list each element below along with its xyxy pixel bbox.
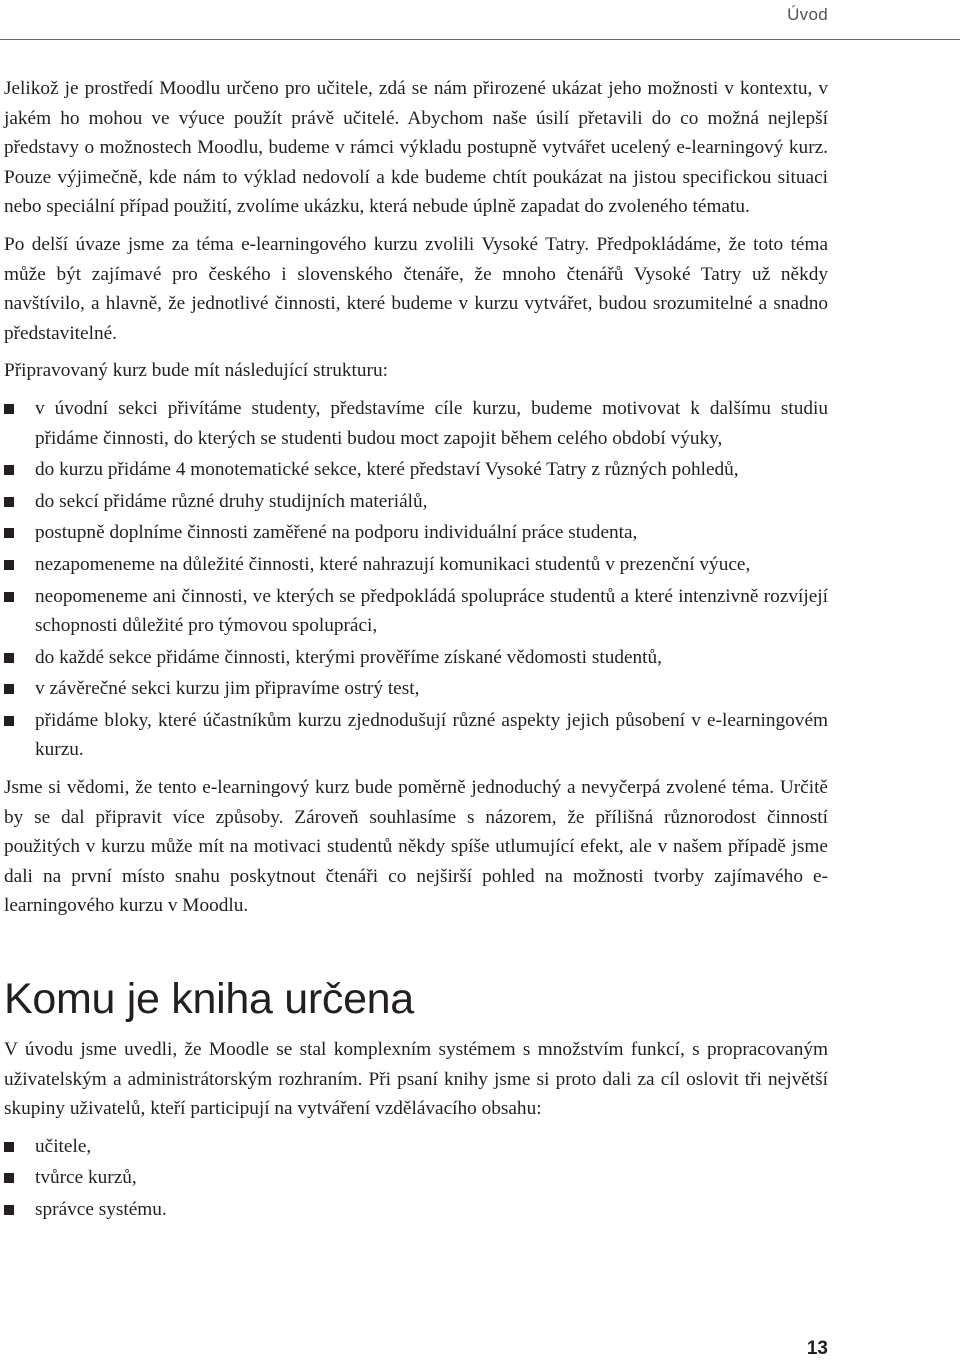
square-bullet-icon bbox=[4, 404, 14, 414]
intro-paragraph-2: Po delší úvaze jsme za téma e-learningového kurzu zvolili Vysoké Tatry. Předpokládáme, že toto téma může být zajímavé pro českého i slovenského čtenáře, že mnoho čtenářů Vysoké Tatry už někdy navštívilo, a hlavně, že jednotlivé činnosti, které budeme v kurzu vytvářet, budou srozumitelné a snadno představitelné. bbox=[4, 233, 828, 344]
square-bullet-icon bbox=[4, 1205, 14, 1215]
square-bullet-icon bbox=[4, 716, 14, 726]
structure-intro: Připravovaný kurz bude mít následující strukturu: bbox=[4, 360, 388, 382]
audience-list bbox=[4, 1132, 828, 1225]
list-item: správce systému. bbox=[4, 1195, 828, 1225]
header-rule bbox=[0, 39, 960, 40]
running-head-title: Úvod bbox=[787, 5, 828, 24]
square-bullet-icon bbox=[4, 684, 14, 694]
list-item: do kurzu přidáme 4 monotematické sekce, které představí Vysoké Tatry z různých pohledů, bbox=[4, 455, 828, 485]
course-structure-list bbox=[4, 394, 828, 765]
list-item: tvůrce kurzů, bbox=[4, 1163, 828, 1193]
square-bullet-icon bbox=[4, 465, 14, 475]
list-item: postupně doplníme činnosti zaměřené na podporu individuální práce studenta, bbox=[4, 518, 828, 548]
page-body bbox=[4, 74, 828, 1233]
square-bullet-icon bbox=[4, 1142, 14, 1152]
page-number: 13 bbox=[806, 1338, 828, 1359]
list-item: přidáme bloky, které účastníkům kurzu zjednodušují různé aspekty jejich působení v e-learningovém kurzu. bbox=[4, 706, 828, 765]
intro-paragraph-1: Jelikož je prostředí Moodlu určeno pro učitele, zdá se nám přirozené ukázat jeho možnosti v kontextu, v jakém ho mohou ve výuce použít právě učitelé. Abychom naše úsilí přetavili do co možná nejlepší představy o možnostech Moodlu, budeme v rámci výkladu postupně vytvářet ucelený e-learningový kurz. Pouze výjimečně, kde nám to výklad nedovolí a kde budeme chtít poukázat na jistou specifickou situaci nebo speciální případ použití, zvolíme ukázku, která nebude úplně zapadat do zvoleného tématu. bbox=[4, 78, 828, 218]
list-item: v úvodní sekci přivítáme studenty, představíme cíle kurzu, budeme motivovat k dalšímu studiu přidáme činnosti, do kterých se studenti budou moct zapojit během celého období výuky, bbox=[4, 394, 828, 453]
list-item: neopomeneme ani činnosti, ve kterých se předpokládá spolupráce studentů a které intenzivně rozvíjejí schopnosti důležité pro týmovou spolupráci, bbox=[4, 582, 828, 641]
closing-paragraph: Jsme si vědomi, že tento e-learningový kurz bude poměrně jednoduchý a nevyčerpá zvolené téma. Určitě by se dal připravit více způsoby. Zároveň souhlasíme s názorem, že přílišná různorodost činností použitých v kurzu může mít na motivaci studentů někdy spíše utlumující efekt, ale v našem případě jsme dali na první místo snahu poskytnout čtenáři co nejširší pohled na možnosti tvorby zajímavého e-learningového kurzu v Moodlu. bbox=[4, 777, 828, 917]
section-paragraph: V úvodu jsme uvedli, že Moodle se stal komplexním systémem s množstvím funkcí, s propracovaným uživatelským a administrátorským rozhraním. Při psaní knihy jsme si proto dali za cíl oslovit tři největší skupiny uživatelů, kteří participují na vytváření vzdělávacího obsahu: bbox=[4, 1039, 828, 1120]
list-item: do sekcí přidáme různé druhy studijních materiálů, bbox=[4, 487, 828, 517]
square-bullet-icon bbox=[4, 653, 14, 663]
list-item: do každé sekce přidáme činnosti, kterými prověříme získané vědomosti studentů, bbox=[4, 643, 828, 673]
square-bullet-icon bbox=[4, 497, 14, 507]
square-bullet-icon bbox=[4, 528, 14, 538]
list-item: učitele, bbox=[4, 1132, 828, 1162]
square-bullet-icon bbox=[4, 592, 14, 602]
list-item: v závěrečné sekci kurzu jim připravíme ostrý test, bbox=[4, 674, 828, 704]
section-heading: Komu je kniha určena bbox=[4, 975, 414, 1024]
square-bullet-icon bbox=[4, 1173, 14, 1183]
square-bullet-icon bbox=[4, 560, 14, 570]
list-item: nezapomeneme na důležité činnosti, které nahrazují komunikaci studentů v prezenční výuce, bbox=[4, 550, 828, 580]
